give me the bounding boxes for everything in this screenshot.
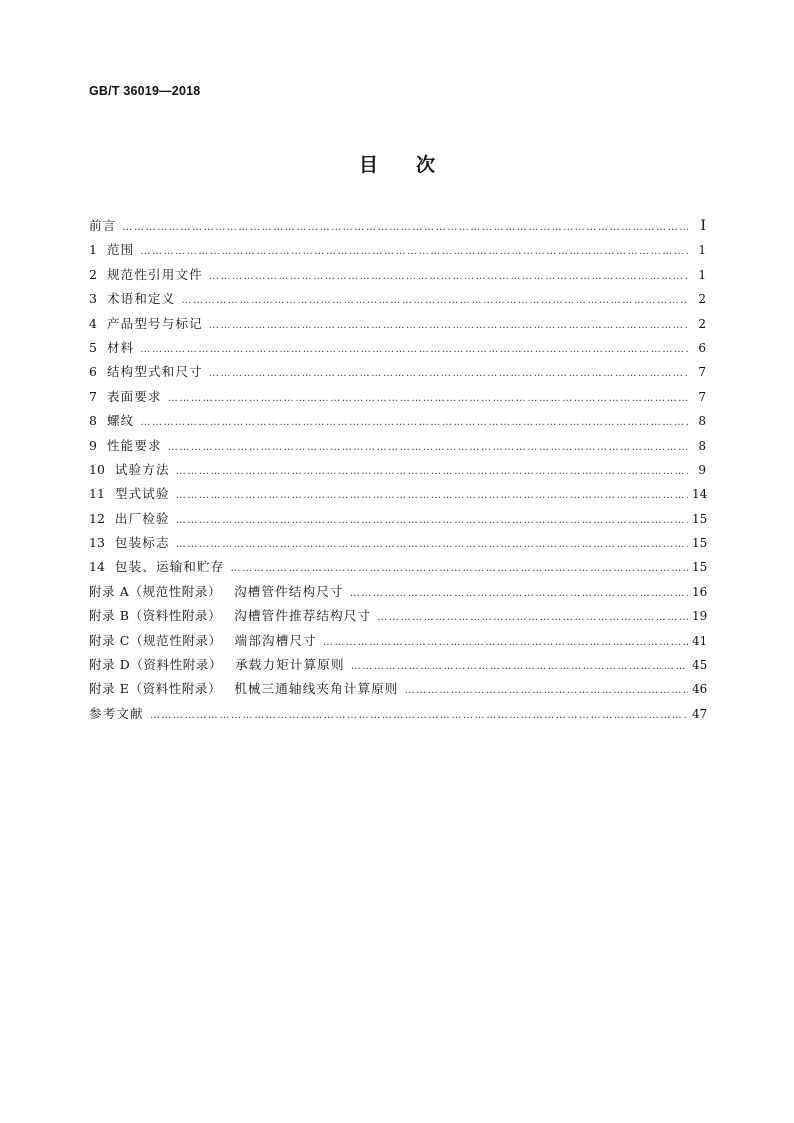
toc-entry-appendix-e[interactable] <box>89 677 706 701</box>
toc-entry-number: 11 <box>89 486 105 502</box>
toc-appendix-title: 承载力矩计算原则 <box>235 657 345 673</box>
toc-leader-dots <box>176 533 688 557</box>
toc-entry-page: 45 <box>692 658 708 673</box>
toc-entry-page: 47 <box>692 706 708 721</box>
toc-entry-number: 3 <box>89 291 97 307</box>
title-part-1: 目 <box>358 154 378 176</box>
toc-appendix-title: 沟槽管件推荐结构尺寸 <box>234 608 372 624</box>
toc-entry-number: 9 <box>89 437 97 453</box>
toc-entry-foreword[interactable] <box>89 214 706 238</box>
toc-entry-number: 6 <box>89 364 97 380</box>
toc-leader-dots <box>181 289 688 313</box>
toc-appendix-label: 附录 B（资料性附录） <box>89 608 222 624</box>
toc-entry-page: 19 <box>692 609 708 624</box>
toc-leader-dots <box>209 265 688 289</box>
table-of-contents <box>89 214 706 726</box>
toc-entry-4[interactable] <box>89 312 706 336</box>
toc-entry-page: 15 <box>692 536 708 551</box>
toc-entry-label: 范围 <box>106 242 135 258</box>
toc-entry-label: 表面要求 <box>106 388 162 404</box>
toc-entry-page: 1 <box>698 243 706 258</box>
toc-entry-number: 2 <box>89 266 97 282</box>
toc-leader-dots <box>351 655 688 679</box>
toc-entry-page: 8 <box>698 414 706 429</box>
toc-entry-label: 术语和定义 <box>106 291 176 307</box>
toc-leader-dots <box>209 362 688 386</box>
toc-appendix-title: 沟槽管件结构尺寸 <box>234 583 344 599</box>
toc-entry-label: 结构型式和尺寸 <box>106 364 203 380</box>
toc-entry-2[interactable] <box>89 263 706 287</box>
toc-entry-appendix-c[interactable] <box>89 629 706 653</box>
toc-leader-dots <box>176 460 688 484</box>
toc-entry-12[interactable] <box>89 507 706 531</box>
toc-entry-page: 2 <box>698 292 706 307</box>
toc-entry-page: 1 <box>698 267 706 282</box>
toc-appendix-title: 机械三通轴线夹角计算原则 <box>234 681 399 697</box>
toc-entry-page: 7 <box>698 365 706 380</box>
toc-entry-page: 15 <box>692 511 708 526</box>
toc-entry-label: 包装、运输和贮存 <box>114 559 225 575</box>
toc-leader-dots <box>168 387 688 411</box>
toc-appendix-title: 端部沟槽尺寸 <box>234 632 317 648</box>
toc-entry-appendix-b[interactable] <box>89 604 706 628</box>
title-part-2: 次 <box>416 154 436 176</box>
toc-leader-dots <box>168 436 688 460</box>
toc-entry-7[interactable] <box>89 385 706 409</box>
toc-entry-number: 1 <box>89 242 97 258</box>
toc-leader-dots <box>122 216 688 240</box>
toc-entry-14[interactable] <box>89 555 706 579</box>
toc-entry-label: 规范性引用文件 <box>106 266 203 282</box>
toc-entry-page: 15 <box>692 560 708 575</box>
toc-leader-dots <box>209 314 688 338</box>
toc-entry-page: 16 <box>692 584 708 599</box>
toc-entry-number: 7 <box>89 388 97 404</box>
toc-entry-appendix-a[interactable] <box>89 580 706 604</box>
toc-entry-page: Ⅰ <box>700 218 706 234</box>
toc-appendix-label: 附录 A（规范性附录） <box>89 583 222 599</box>
toc-leader-dots <box>150 704 688 728</box>
toc-leader-dots <box>350 582 688 606</box>
toc-entry-5[interactable] <box>89 336 706 360</box>
toc-entry-number: 12 <box>89 510 105 526</box>
toc-entry-references[interactable] <box>89 702 706 726</box>
toc-entry-label: 包装标志 <box>114 535 170 551</box>
toc-entry-10[interactable] <box>89 458 706 482</box>
page-title <box>0 150 794 177</box>
toc-entry-page: 8 <box>698 438 706 453</box>
toc-entry-6[interactable] <box>89 360 706 384</box>
toc-entry-page: 6 <box>698 340 706 355</box>
toc-entry-page: 14 <box>692 487 708 502</box>
toc-leader-dots <box>140 240 688 264</box>
toc-entry-page: 2 <box>698 316 706 331</box>
toc-entry-3[interactable] <box>89 287 706 311</box>
toc-entry-appendix-d[interactable] <box>89 653 706 677</box>
toc-entry-label: 性能要求 <box>106 437 162 453</box>
toc-appendix-label: 附录 C（规范性附录） <box>89 632 222 648</box>
toc-entry-label: 产品型号与标记 <box>106 315 203 331</box>
toc-entry-number: 10 <box>89 461 105 477</box>
toc-appendix-label: 附录 E（资料性附录） <box>89 681 222 697</box>
toc-entry-page: 7 <box>698 389 706 404</box>
toc-entry-number: 4 <box>89 315 97 331</box>
toc-entry-13[interactable] <box>89 531 706 555</box>
toc-leader-dots <box>176 484 688 508</box>
toc-entry-9[interactable] <box>89 434 706 458</box>
toc-entry-number: 8 <box>89 413 97 429</box>
toc-entry-11[interactable] <box>89 482 706 506</box>
toc-leader-dots <box>176 509 688 533</box>
toc-entry-label: 型式试验 <box>114 486 170 502</box>
toc-leader-dots <box>140 338 688 362</box>
toc-entry-page: 9 <box>698 462 706 477</box>
toc-entry-1[interactable] <box>89 238 706 262</box>
toc-entry-number: 13 <box>89 535 105 551</box>
toc-entry-number: 5 <box>89 339 97 355</box>
toc-entry-label: 前言 <box>89 218 117 233</box>
toc-entry-number: 14 <box>89 559 105 575</box>
toc-leader-dots <box>140 411 688 435</box>
toc-entry-8[interactable] <box>89 409 706 433</box>
toc-entry-label: 试验方法 <box>114 461 170 477</box>
toc-entry-page: 46 <box>692 682 708 697</box>
toc-entry-label: 螺纹 <box>106 413 135 429</box>
toc-entry-page: 41 <box>692 633 708 648</box>
toc-appendix-label: 附录 D（资料性附录） <box>89 657 223 673</box>
toc-leader-dots <box>377 606 688 630</box>
standard-code: GB/T 36019—2018 <box>89 84 201 98</box>
toc-leader-dots <box>231 557 688 581</box>
toc-entry-label: 出厂检验 <box>114 510 170 526</box>
toc-entry-label: 材料 <box>106 339 135 355</box>
toc-leader-dots <box>405 679 688 703</box>
toc-entry-label: 参考文献 <box>89 705 144 721</box>
toc-leader-dots <box>323 631 688 655</box>
